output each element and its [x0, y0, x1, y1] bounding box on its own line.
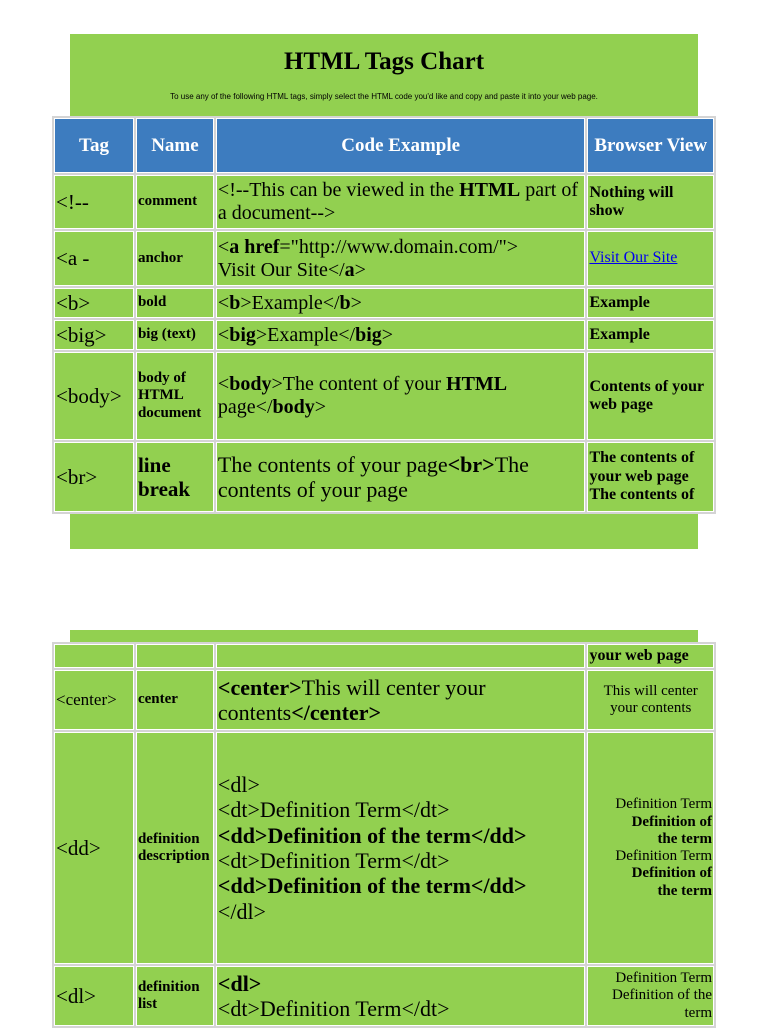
view-cell: Example	[587, 288, 714, 318]
view-cell: Definition Term Definition of the term Definition Term Definition of the term	[587, 732, 714, 964]
header-tag: Tag	[54, 118, 134, 173]
name-cell: anchor	[136, 231, 214, 286]
code-cell: <dl> <dt>Definition Term</dt>	[216, 966, 586, 1026]
table-row	[54, 288, 714, 318]
page-subtitle: To use any of the following HTML tags, simply select the HTML code you'd like and copy and paste it into your web page.	[170, 92, 598, 101]
name-cell: comment	[136, 175, 214, 229]
table-row	[54, 966, 714, 1026]
code-cell: <center>This will center your contents</center>	[216, 670, 586, 730]
view-cell: The contents of your web page The contents of	[587, 442, 714, 512]
code-cell: <a href="http://www.domain.com/"> Visit Our Site</a>	[216, 231, 586, 286]
code-cell	[216, 644, 586, 668]
table-row	[54, 644, 714, 668]
code-cell: <big>Example</big>	[216, 320, 586, 350]
table-row	[54, 352, 714, 440]
name-cell: big (text)	[136, 320, 214, 350]
view-cell: your web page	[587, 644, 714, 668]
visit-our-site-link[interactable]: Visit Our Site	[589, 249, 678, 267]
tag-cell: <dd>	[54, 732, 134, 964]
name-cell: definition description	[136, 732, 214, 964]
name-cell	[136, 644, 214, 668]
name-cell: bold	[136, 288, 214, 318]
tag-cell: <body>	[54, 352, 134, 440]
name-cell: body of HTML document	[136, 352, 214, 440]
view-cell: Definition Term Definition of the term	[587, 966, 714, 1026]
name-cell: center	[136, 670, 214, 730]
header-code-example: Code Example	[216, 118, 586, 173]
view-cell: Contents of your web page	[587, 352, 714, 440]
view-cell	[587, 231, 714, 286]
name-cell: definition list	[136, 966, 214, 1026]
code-cell: <dl> <dt>Definition Term</dt> <dd>Definition of the term</dd> <dt>Definition Term</dt> <dd>Definition of the term</dd> </dl>	[216, 732, 586, 964]
table-row	[54, 442, 714, 512]
code-cell: <b>Example</b>	[216, 288, 586, 318]
page-title: HTML Tags Chart	[283, 48, 485, 75]
view-cell: This will center your contents	[587, 670, 714, 730]
table-row	[54, 175, 714, 229]
code-cell: <!--This can be viewed in the HTML part of a document-->	[216, 175, 586, 229]
code-cell: The contents of your page<br>The contents of your page	[216, 442, 586, 512]
tag-cell: <a -	[54, 231, 134, 286]
html-tags-table-continued	[52, 642, 716, 1028]
tag-cell: <br>	[54, 442, 134, 512]
table-row	[54, 732, 714, 964]
name-cell: line break	[136, 442, 214, 512]
tag-cell: <center>	[54, 670, 134, 730]
tag-cell	[54, 644, 134, 668]
view-cell: Nothing will show	[587, 175, 714, 229]
header-name: Name	[136, 118, 214, 173]
view-cell: Example	[587, 320, 714, 350]
tag-cell: <big>	[54, 320, 134, 350]
header-browser-view: Browser View	[587, 118, 714, 173]
tag-cell: <!--	[54, 175, 134, 229]
tag-cell: <b>	[54, 288, 134, 318]
table-row	[54, 231, 714, 286]
table-row	[54, 670, 714, 730]
code-cell: <body>The content of your HTML page</body>	[216, 352, 586, 440]
html-tags-table	[52, 116, 716, 514]
table-header-row	[54, 118, 714, 173]
tag-cell: <dl>	[54, 966, 134, 1026]
table-row	[54, 320, 714, 350]
